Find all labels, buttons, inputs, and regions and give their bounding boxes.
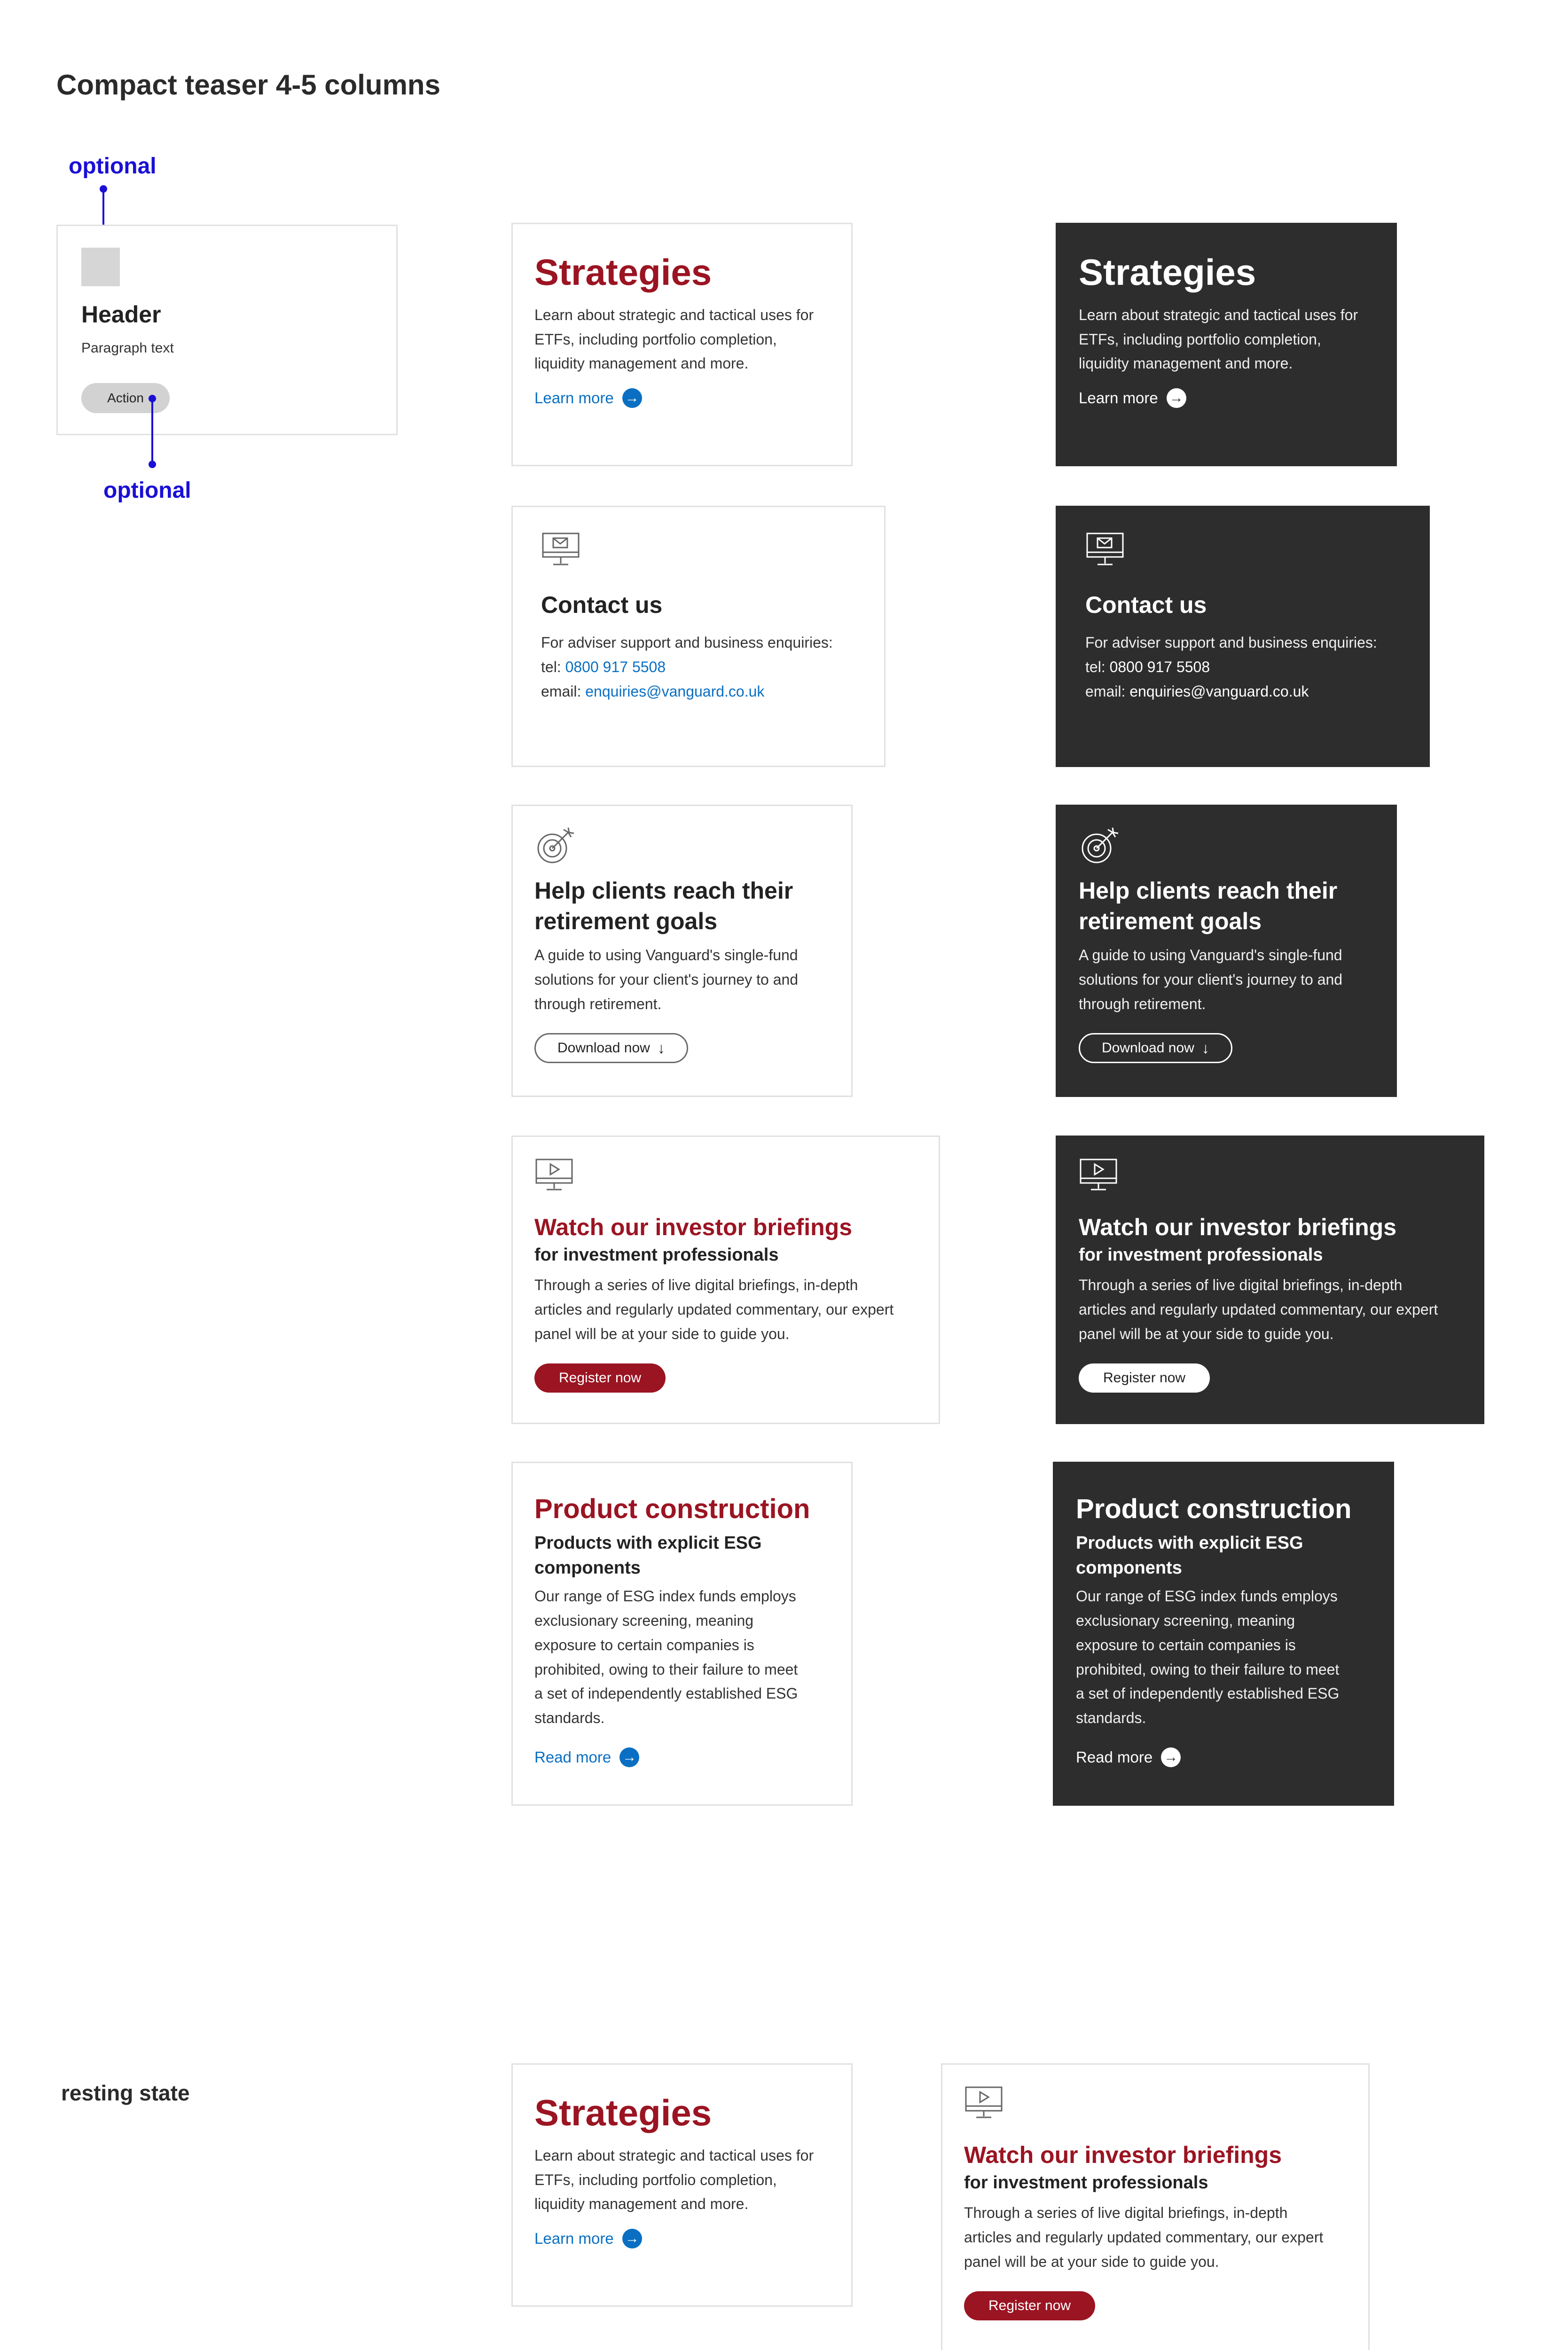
- strategies-title: Strategies: [534, 251, 712, 293]
- product-card-dark: [1053, 1462, 1394, 1806]
- strategies-card-dark: [1056, 223, 1397, 466]
- monitor-mail-icon: [1085, 532, 1400, 568]
- product-description: Our range of ESG index funds employs exclusionary screening, meaning exposure to certain companies is prohibited, owing to their failure to meet a set of independently established ESG standards.: [534, 1588, 798, 1727]
- template-paragraph: Paragraph text: [81, 340, 174, 356]
- learn-more-link[interactable]: Learn more →: [534, 2229, 830, 2248]
- briefings-description: Through a series of live digital briefings, in-depth articles and regularly updated commentary, our expert panel will be at your side to guide you.: [534, 1277, 894, 1342]
- briefings-subtitle: for investment professionals: [534, 1245, 779, 1265]
- monitor-play-icon: [1079, 1158, 1461, 1193]
- briefings-card-dark: [1056, 1136, 1484, 1424]
- retirement-title: Help clients reach their retirement goals: [1079, 877, 1338, 934]
- briefings-card-resting: [941, 2063, 1370, 2350]
- briefings-title: Watch our investor briefings: [964, 2142, 1282, 2168]
- arrow-right-circle-icon: →: [1161, 1747, 1181, 1767]
- annotation-line: [151, 399, 153, 464]
- briefings-subtitle: for investment professionals: [964, 2173, 1208, 2193]
- arrow-right-circle-icon: →: [622, 2229, 642, 2248]
- product-title: Product construction: [1076, 1494, 1352, 1524]
- email-link[interactable]: enquiries@vanguard.co.uk: [585, 682, 765, 700]
- arrow-down-icon: ↓: [1201, 1039, 1209, 1057]
- arrow-down-icon: ↓: [657, 1039, 665, 1057]
- target-arrow-icon: [1079, 825, 1374, 867]
- template-header: Header: [81, 301, 161, 328]
- briefings-subtitle: for investment professionals: [1079, 1245, 1323, 1265]
- briefings-title: Watch our investor briefings: [1079, 1214, 1397, 1240]
- briefings-description: Through a series of live digital briefings, in-depth articles and regularly updated commentary, our expert panel will be at your side to guide you.: [964, 2204, 1324, 2270]
- strategies-description: Learn about strategic and tactical uses for ETFs, including portfolio completion, liquidity management and more.: [1079, 306, 1358, 372]
- retirement-card-light: [511, 805, 853, 1097]
- arrow-right-circle-icon: →: [622, 388, 642, 408]
- product-description: Our range of ESG index funds employs exclusionary screening, meaning exposure to certain companies is prohibited, owing to their failure to meet a set of independently established ESG standards.: [1076, 1588, 1340, 1727]
- monitor-play-icon: [534, 1158, 917, 1193]
- download-now-button[interactable]: Download now ↓: [534, 1033, 688, 1063]
- briefings-card-light: [511, 1136, 940, 1424]
- product-card-light: [511, 1462, 853, 1806]
- download-now-button[interactable]: Download now ↓: [1079, 1033, 1232, 1063]
- contact-details: For adviser support and business enquiries: tel: 0800 917 5508 email: enquiries@vanguard.co.uk: [1085, 634, 1377, 700]
- retirement-title: Help clients reach their retirement goals: [534, 877, 793, 934]
- product-subtitle: Products with explicit ESG components: [1076, 1533, 1303, 1578]
- contact-details: For adviser support and business enquiries: tel: 0800 917 5508 email: enquiries@vanguard.co.uk: [541, 634, 833, 700]
- product-title: Product construction: [534, 1494, 810, 1524]
- phone-link[interactable]: 0800 917 5508: [565, 658, 666, 675]
- annotation-dot: [149, 461, 156, 468]
- template-card: [56, 225, 398, 435]
- learn-more-link[interactable]: Learn more →: [534, 388, 830, 408]
- learn-more-link[interactable]: Learn more →: [1079, 388, 1374, 408]
- monitor-play-icon: [964, 2085, 1347, 2121]
- strategies-card-light: [511, 223, 853, 466]
- product-subtitle: Products with explicit ESG components: [534, 1533, 762, 1578]
- read-more-link[interactable]: Read more →: [1076, 1747, 1371, 1767]
- strategies-description: Learn about strategic and tactical uses for ETFs, including portfolio completion, liquidity management and more.: [534, 2146, 814, 2213]
- template-action-button[interactable]: Action: [81, 383, 170, 413]
- retirement-description: A guide to using Vanguard's single-fund solutions for your client's journey to and through retirement.: [1079, 947, 1343, 1012]
- contact-title: Contact us: [541, 592, 663, 618]
- optional-annotation-bottom: optional: [103, 478, 191, 503]
- strategies-title: Strategies: [534, 2092, 712, 2133]
- page-title: Compact teaser 4-5 columns: [56, 69, 440, 101]
- contact-card-light: [511, 506, 886, 767]
- strategies-title: Strategies: [1079, 251, 1256, 293]
- strategies-card-resting: [511, 2063, 853, 2307]
- briefings-description: Through a series of live digital briefings, in-depth articles and regularly updated commentary, our expert panel will be at your side to guide you.: [1079, 1277, 1438, 1342]
- contact-title: Contact us: [1085, 592, 1207, 618]
- strategies-description: Learn about strategic and tactical uses for ETFs, including portfolio completion, liquidity management and more.: [534, 306, 814, 372]
- retirement-card-dark: [1056, 805, 1397, 1097]
- resting-state-label: resting state: [61, 2081, 190, 2105]
- image-placeholder: [81, 248, 120, 286]
- phone-link[interactable]: 0800 917 5508: [1109, 658, 1210, 675]
- register-now-button[interactable]: Register now: [1079, 1363, 1210, 1393]
- briefings-title: Watch our investor briefings: [534, 1214, 853, 1240]
- optional-annotation-top: optional: [69, 154, 157, 179]
- target-arrow-icon: [534, 825, 830, 867]
- monitor-mail-icon: [541, 532, 856, 568]
- arrow-right-circle-icon: →: [1167, 388, 1186, 408]
- retirement-description: A guide to using Vanguard's single-fund solutions for your client's journey to and through retirement.: [534, 947, 799, 1012]
- contact-card-dark: [1056, 506, 1430, 767]
- register-now-button[interactable]: Register now: [534, 1363, 666, 1393]
- email-link[interactable]: enquiries@vanguard.co.uk: [1129, 682, 1309, 700]
- arrow-right-circle-icon: →: [619, 1747, 639, 1767]
- read-more-link[interactable]: Read more →: [534, 1747, 830, 1767]
- register-now-button[interactable]: Register now: [964, 2291, 1095, 2320]
